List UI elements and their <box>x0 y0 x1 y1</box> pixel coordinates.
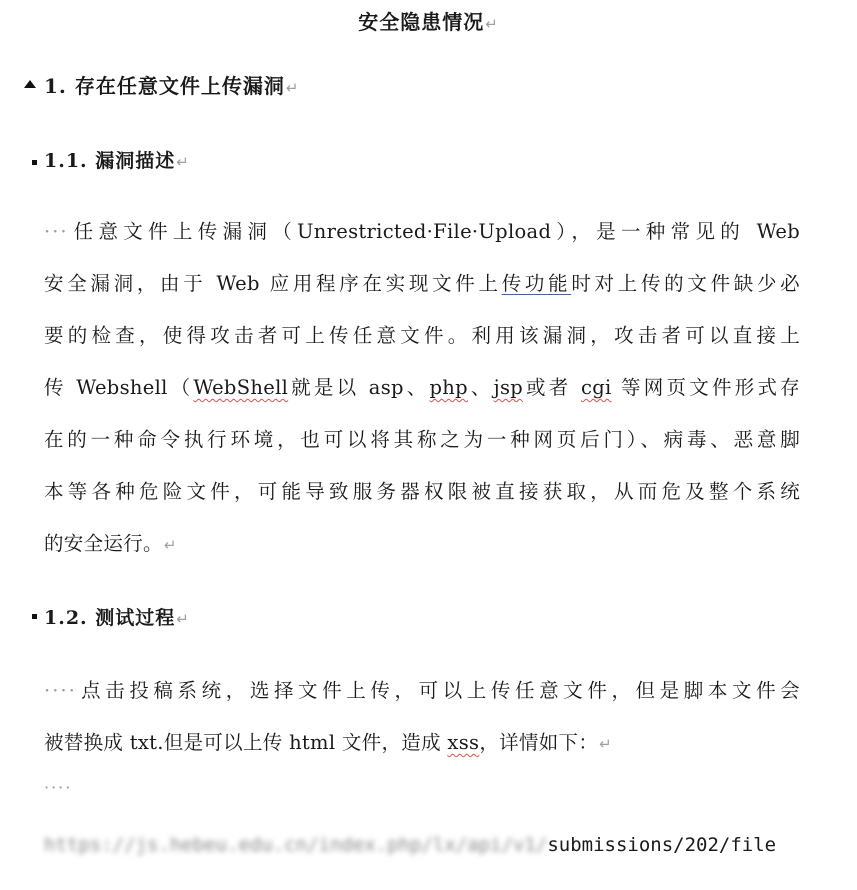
paragraph-vuln-description: ···任意文件上传漏洞（Unrestricted·File·Upload），是一种常见的 Web 安全漏洞，由于 Web 应用程序在实现文件上传功能时对上传的文件缺少必 要的检查，使得攻击者可上传任意文件。利用该漏洞，攻击者可以直接上 传 Webshell（WebShell就是以 asp、php、jsp或者 cgi 等网页文件形式存 在的一种命令执行环境，也可以将其称之为一种网页后门）、病毒、恶意脚 本等各种危险文件，可能导致服务器权限被直接获取，从而危及整个系统 的安全运行。↵ <box>44 220 800 555</box>
upload-url-line <box>44 834 776 856</box>
heading-section-1-2: 1.2. 测试过程↵ <box>44 607 190 629</box>
heading-section-1: 1. 存在任意文件上传漏洞↵ <box>44 74 300 98</box>
list-bullet-icon <box>32 614 37 619</box>
paragraph-test-process: ····点击投稿系统，选择文件上传，可以上传任意文件，但是脚本文件会 被替换成 txt.但是可以上传 html 文件，造成 xss，详情如下：↵ <box>44 679 800 754</box>
url-redacted-part: https://js.hebeu.edu.cn/index.php/lx/api/v1/ <box>44 834 548 856</box>
collapse-triangle-icon[interactable] <box>24 80 36 88</box>
list-bullet-icon <box>32 160 37 165</box>
empty-line-dots: ···· <box>44 778 73 797</box>
url-visible-part: submissions/202/file <box>547 834 777 856</box>
document-title: 安全隐患情况↵ <box>358 10 499 34</box>
heading-section-1-1: 1.1. 漏洞描述↵ <box>44 150 190 172</box>
